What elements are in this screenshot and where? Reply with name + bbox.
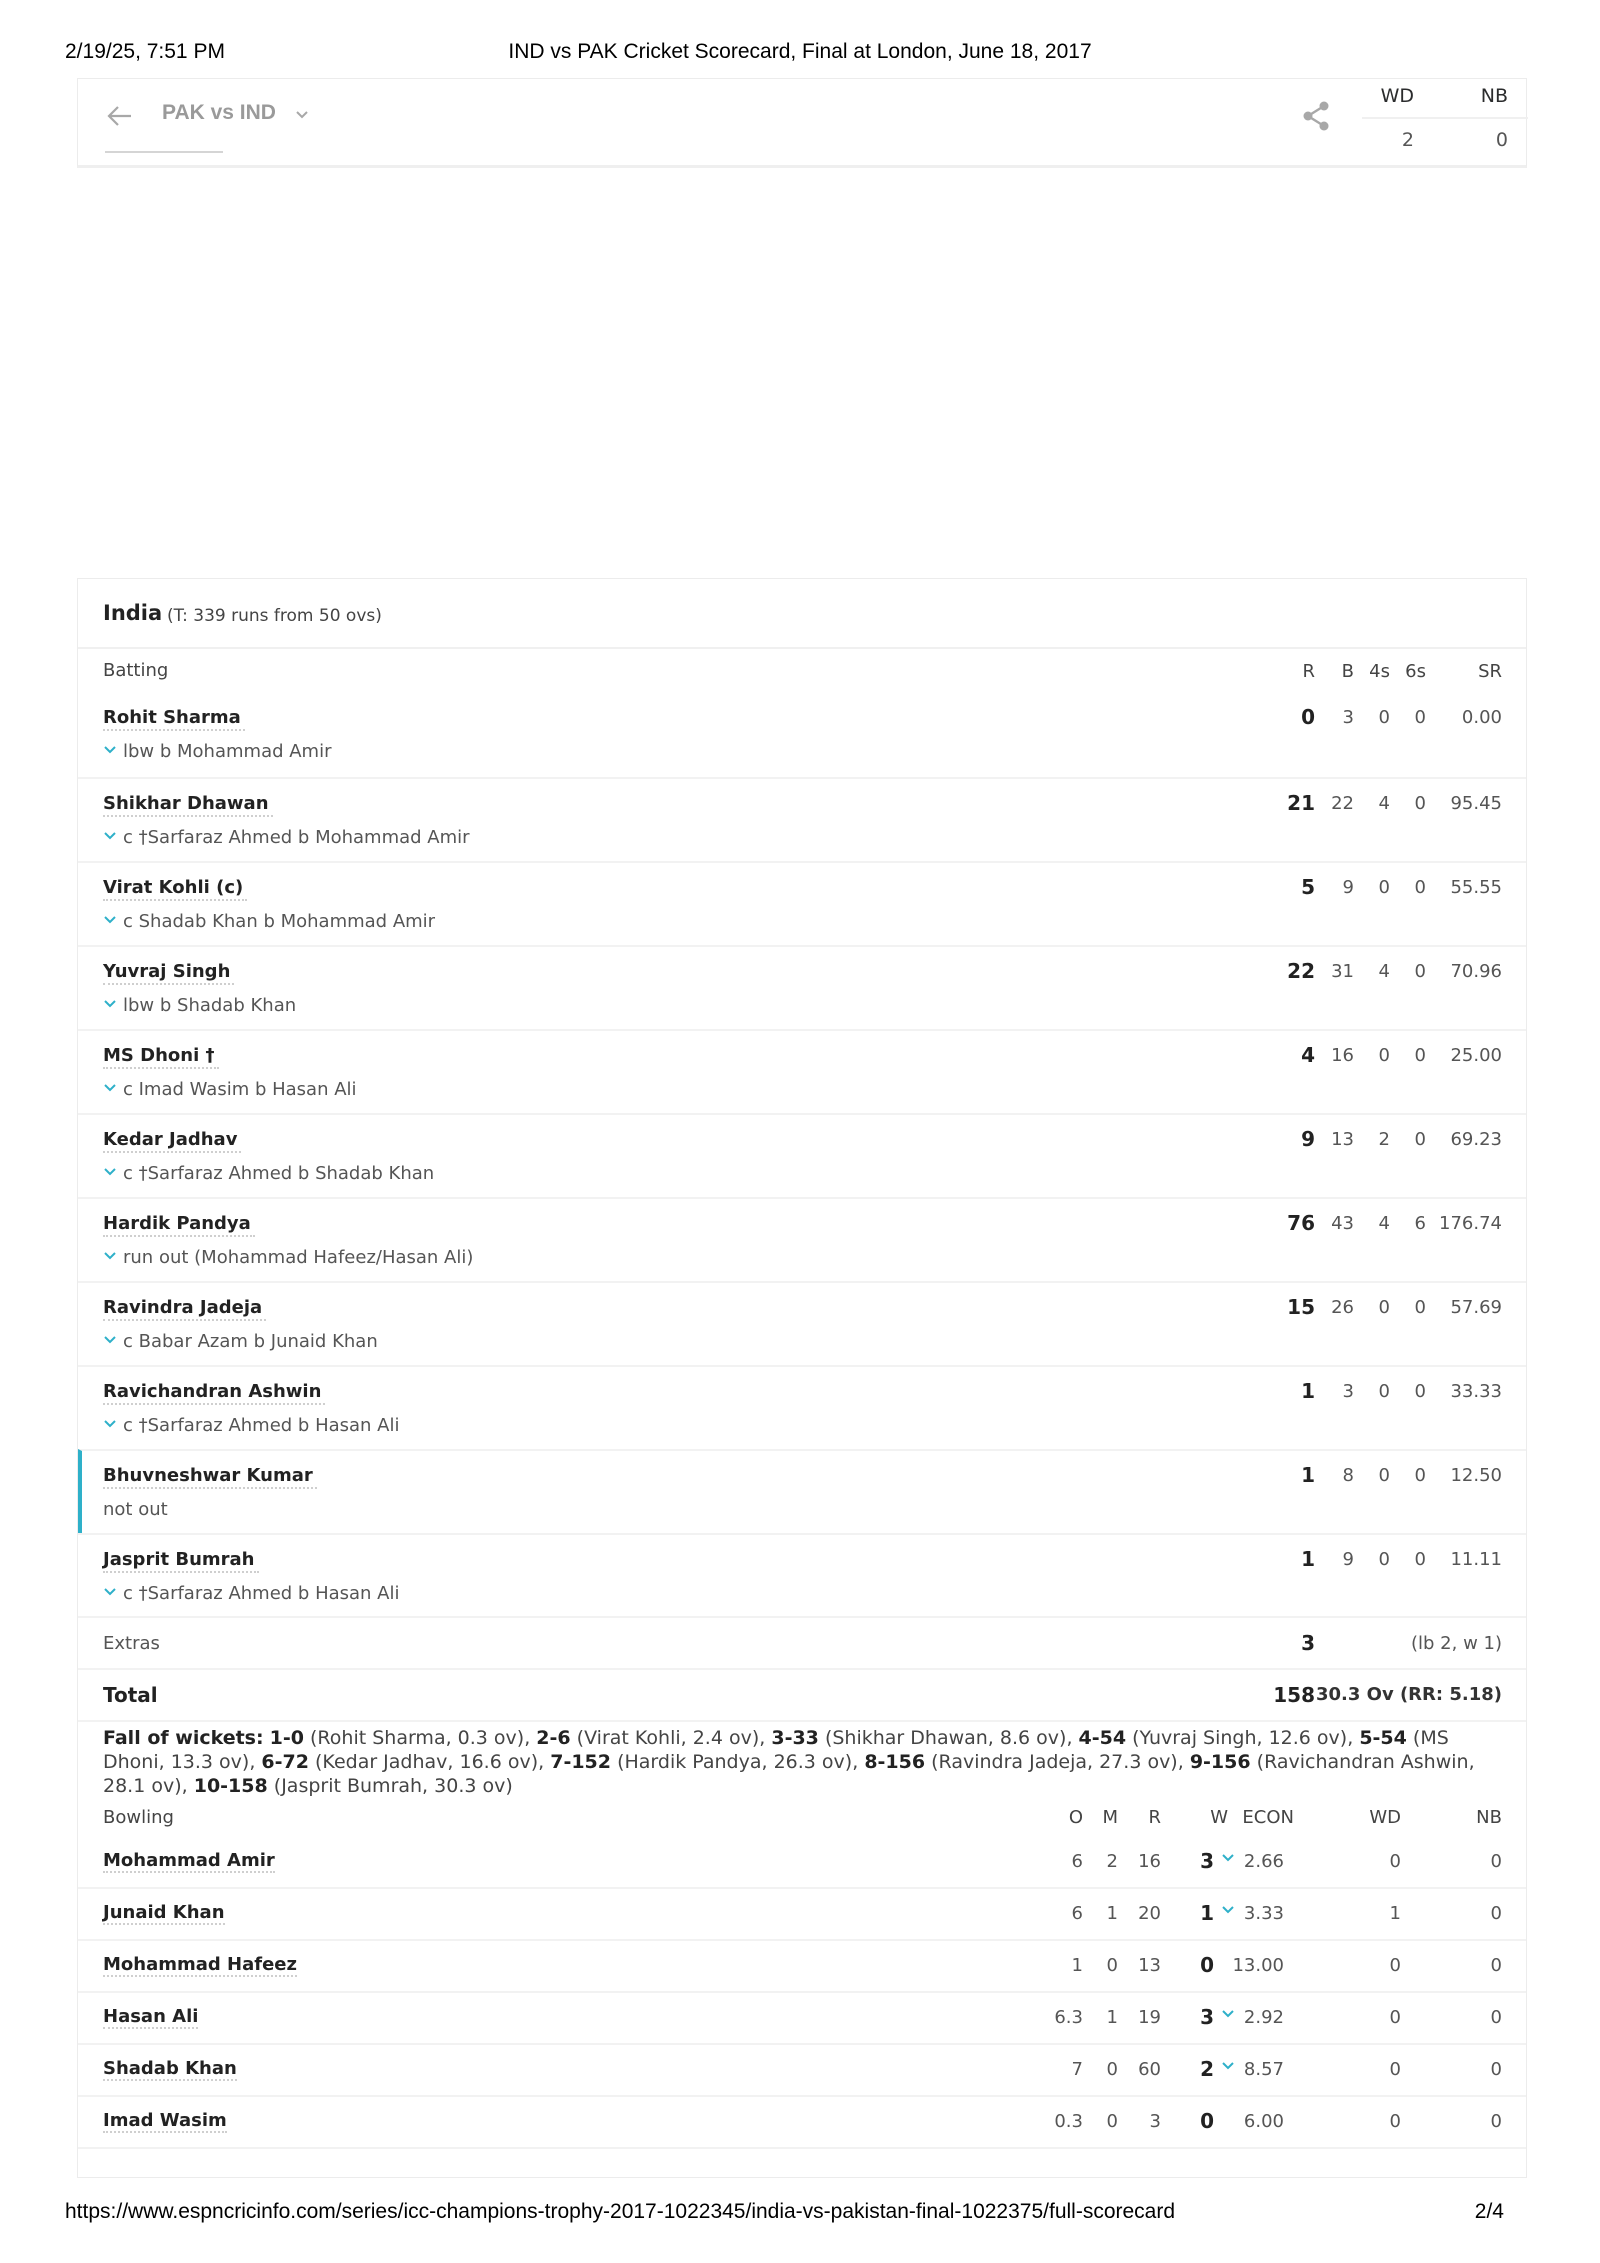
- bowler-row: [78, 1993, 1526, 2045]
- bowler-row: [78, 1941, 1526, 1993]
- batter-strike-rate: 69.23: [1450, 1129, 1502, 1150]
- batter-strike-rate: 25.00: [1450, 1045, 1502, 1066]
- bowler-runs: 16: [1138, 1851, 1161, 1872]
- bowler-wickets: 0: [1200, 1953, 1214, 1977]
- batter-runs: 5: [1301, 875, 1315, 899]
- dismissal-text: c Babar Azam b Junaid Khan: [123, 1331, 378, 1352]
- bowler-overs: 6: [1071, 1903, 1083, 1924]
- batter-balls: 13: [1331, 1129, 1354, 1150]
- batter-row: [78, 945, 1526, 1029]
- batter-strike-rate: 57.69: [1450, 1297, 1502, 1318]
- fow-score: 5-54: [1359, 1727, 1407, 1749]
- bowler-noballs: 0: [1490, 1851, 1502, 1872]
- print-footer: [0, 2200, 1600, 2230]
- chevron-down-icon[interactable]: [103, 831, 117, 841]
- batter-row: [78, 777, 1526, 861]
- chevron-down-icon[interactable]: [103, 1167, 117, 1177]
- batter-name-link[interactable]: Hardik Pandya: [103, 1213, 255, 1237]
- fow-detail: (Hardik Pandya, 26.3 ov): [617, 1751, 853, 1773]
- batter-strike-rate: 11.11: [1450, 1549, 1502, 1570]
- bowler-wickets: 3: [1200, 2005, 1214, 2029]
- batter-name-link[interactable]: Jasprit Bumrah: [103, 1549, 259, 1573]
- bowler-wides: 1: [1389, 1903, 1401, 1924]
- batting-header: [78, 649, 1526, 693]
- fow-detail: (Ravichandran Ashwin, 28.1 ov): [103, 1751, 1475, 1797]
- bowler-row: [78, 1889, 1526, 1941]
- col-economy: ECON: [1242, 1807, 1294, 1828]
- bowler-wides: 0: [1389, 2007, 1401, 2028]
- bowler-name-link[interactable]: Mohammad Hafeez: [103, 1954, 297, 1975]
- fow-score: 4-54: [1078, 1727, 1127, 1749]
- print-datetime: 2/19/25, 7:51 PM: [65, 40, 225, 63]
- batter-runs: 0: [1301, 705, 1315, 729]
- dismissal-toggle[interactable]: [103, 827, 470, 848]
- bowling-header: [78, 1799, 1526, 1839]
- batter-fours: 0: [1378, 1045, 1390, 1066]
- batter-runs: 1: [1301, 1463, 1315, 1487]
- batter-fours: 0: [1378, 1381, 1390, 1402]
- bowler-noballs: 0: [1490, 1955, 1502, 1976]
- batter-fours: 0: [1378, 1465, 1390, 1486]
- bowler-wickets: 0: [1200, 2109, 1214, 2133]
- batter-sixes: 0: [1414, 1381, 1426, 1402]
- col-balls: B: [1341, 661, 1354, 682]
- extras-runs: 3: [1301, 1631, 1315, 1655]
- col-runs-conceded: R: [1148, 1807, 1161, 1828]
- batter-fours: 4: [1378, 1213, 1390, 1234]
- bowler-maidens: 0: [1106, 2059, 1118, 2080]
- batting-label: Batting: [103, 660, 169, 681]
- chevron-down-icon[interactable]: [293, 106, 311, 124]
- bowler-economy: 2.92: [1243, 2007, 1284, 2028]
- batter-sixes: 0: [1414, 1465, 1426, 1486]
- batter-row: [78, 1533, 1526, 1617]
- total-detail: 30.3 Ov (RR: 5.18): [1315, 1684, 1502, 1705]
- value-nb: 0: [1495, 129, 1508, 151]
- batter-sixes: 0: [1414, 961, 1426, 982]
- bowler-maidens: 0: [1106, 2111, 1118, 2132]
- fow-detail: (Rohit Sharma, 0.3 ov): [310, 1727, 525, 1749]
- batter-sixes: 0: [1414, 707, 1426, 728]
- batter-name-link[interactable]: Virat Kohli (c): [103, 877, 247, 901]
- innings-card: [77, 578, 1527, 2178]
- dismissal-text: c Shadab Khan b Mohammad Amir: [123, 911, 436, 932]
- chevron-down-icon[interactable]: [103, 1419, 117, 1429]
- dismissal-text: run out (Mohammad Hafeez/Hasan Ali): [123, 1247, 474, 1268]
- print-title: IND vs PAK Cricket Scorecard, Final at London, June 18, 2017: [508, 40, 1092, 63]
- col-noballs: NB: [1476, 1807, 1502, 1828]
- print-page-number: 2/4: [1474, 2200, 1504, 2223]
- bowling-label: Bowling: [103, 1807, 174, 1828]
- total-runs: 158: [1273, 1683, 1315, 1707]
- bowler-overs: 1: [1071, 1955, 1083, 1976]
- dismissal-toggle[interactable]: [103, 1415, 400, 1436]
- print-url: https://www.espncricinfo.com/series/icc-champions-trophy-2017-1022345/india-vs-pakistan-final-1022375/full-scorecard: [65, 2200, 1176, 2223]
- dismissal-text: c Imad Wasim b Hasan Ali: [123, 1079, 357, 1100]
- fow-score: 2-6: [536, 1727, 571, 1749]
- batter-name-link[interactable]: Rohit Sharma: [103, 707, 245, 731]
- fall-of-wickets: Fall of wickets: 1-0 (Rohit Sharma, 0.3 ov), 2-6 (Virat Kohli, 2.4 ov), 3-33 (Shikhar Dhawan, 8.6 ov), 4-54 (Yuvraj Singh, 12.6 ov), 5-54 (MS Dhoni, 13.3 ov), 6-72 (Kedar Jadhav, 16.6 ov), 7-152 (Hardik Pandya, 26.3 ov), 8-156 (Ravindra Jadeja, 27.3 ov), 9-156 (Ravichandran Ashwin, 28.1 ov), 10-158 (Jasprit Bumrah, 30.3 ov): [103, 1727, 1475, 1797]
- bowler-runs: 13: [1138, 1955, 1161, 1976]
- chevron-down-icon[interactable]: [103, 1587, 117, 1597]
- batter-sixes: 0: [1414, 793, 1426, 814]
- col-strike-rate: SR: [1478, 661, 1502, 682]
- batter-runs: 9: [1301, 1127, 1315, 1151]
- dismissal-text: c †Sarfaraz Ahmed b Hasan Ali: [123, 1583, 400, 1604]
- dismissal-text: lbw b Shadab Khan: [123, 995, 297, 1016]
- batter-name-link[interactable]: Bhuvneshwar Kumar: [103, 1465, 317, 1489]
- bowler-economy: 2.66: [1243, 1851, 1284, 1872]
- bowler-name-link[interactable]: Imad Wasim: [103, 2110, 227, 2131]
- fow-score: 6-72: [261, 1751, 309, 1773]
- batter-sixes: 0: [1414, 1045, 1426, 1066]
- fow-detail: (Yuvraj Singh, 12.6 ov): [1132, 1727, 1348, 1749]
- batter-balls: 22: [1331, 793, 1354, 814]
- match-top-bar: [77, 78, 1527, 168]
- batter-runs: 4: [1301, 1043, 1315, 1067]
- chevron-down-icon[interactable]: [103, 1251, 117, 1261]
- dismissal-text: c †Sarfaraz Ahmed b Shadab Khan: [123, 1163, 435, 1184]
- batter-fours: 4: [1378, 961, 1390, 982]
- match-title[interactable]: PAK vs IND: [162, 101, 276, 124]
- col-fours: 4s: [1369, 661, 1390, 682]
- bowler-runs: 19: [1138, 2007, 1161, 2028]
- total-row: [78, 1668, 1526, 1722]
- batter-row: [78, 1113, 1526, 1197]
- batter-balls: 3: [1342, 1381, 1354, 1402]
- bowler-noballs: 0: [1490, 2007, 1502, 2028]
- batter-strike-rate: 33.33: [1450, 1381, 1502, 1402]
- bowler-wickets: 1: [1200, 1901, 1214, 1925]
- bowler-maidens: 1: [1106, 2007, 1118, 2028]
- bowler-row: [78, 2045, 1526, 2097]
- chevron-down-icon[interactable]: [103, 745, 117, 755]
- chevron-down-icon[interactable]: [103, 915, 117, 925]
- bowler-name-link[interactable]: Hasan Ali: [103, 2006, 199, 2027]
- extras-mini-table: [1362, 79, 1528, 165]
- bowler-overs: 0.3: [1054, 2111, 1083, 2132]
- batter-row: [78, 861, 1526, 945]
- batter-row: [78, 693, 1526, 777]
- batter-balls: 8: [1342, 1465, 1354, 1486]
- share-icon[interactable]: [1300, 99, 1334, 133]
- bowler-wides: 0: [1389, 1955, 1401, 1976]
- batter-row: [78, 1197, 1526, 1281]
- bowler-wides: 0: [1389, 2059, 1401, 2080]
- target-info: (T: 339 runs from 50 ovs): [167, 606, 382, 626]
- dismissal-text: not out: [103, 1499, 168, 1520]
- batter-runs: 21: [1287, 791, 1315, 815]
- mini-table-row: [1362, 121, 1528, 161]
- bowler-noballs: 0: [1490, 1903, 1502, 1924]
- dismissal-text: lbw b Mohammad Amir: [123, 741, 332, 762]
- mini-table-header: [1362, 79, 1528, 119]
- dismissal-text: c †Sarfaraz Ahmed b Mohammad Amir: [123, 827, 470, 848]
- dismissal-toggle[interactable]: [103, 995, 296, 1016]
- batter-name-link[interactable]: MS Dhoni †: [103, 1045, 219, 1069]
- batter-sixes: 0: [1414, 1297, 1426, 1318]
- dismissal-toggle[interactable]: [103, 1163, 434, 1184]
- bowler-overs: 7: [1071, 2059, 1083, 2080]
- team-name: India: [103, 601, 163, 625]
- total-label: Total: [103, 1683, 158, 1707]
- batter-sixes: 0: [1414, 1129, 1426, 1150]
- bowler-overs: 6: [1071, 1851, 1083, 1872]
- print-header: [0, 40, 1600, 70]
- batter-balls: 31: [1331, 961, 1354, 982]
- fow-label: Fall of wickets:: [103, 1727, 264, 1749]
- fow-detail: (Virat Kohli, 2.4 ov): [576, 1727, 760, 1749]
- fow-score: 10-158: [193, 1775, 268, 1797]
- bowler-row: [78, 2097, 1526, 2149]
- fow-score: 9-156: [1189, 1751, 1251, 1773]
- batter-balls: 16: [1331, 1045, 1354, 1066]
- bowler-wickets: 2: [1200, 2057, 1214, 2081]
- batter-runs: 22: [1287, 959, 1315, 983]
- fow-detail: (Shikhar Dhawan, 8.6 ov): [824, 1727, 1067, 1749]
- chevron-down-icon[interactable]: [103, 999, 117, 1009]
- bowler-economy: 3.33: [1243, 1903, 1284, 1924]
- bowler-maidens: 1: [1106, 1903, 1118, 1924]
- value-wd: 2: [1401, 129, 1414, 151]
- chevron-down-icon[interactable]: [103, 1083, 117, 1093]
- dismissal-toggle[interactable]: [103, 1247, 473, 1268]
- bowler-row: [78, 1837, 1526, 1889]
- bowler-runs: 3: [1149, 2111, 1161, 2132]
- batter-sixes: 6: [1414, 1213, 1426, 1234]
- fow-detail: (MS Dhoni, 13.3 ov): [103, 1727, 1449, 1773]
- batter-fours: 4: [1378, 793, 1390, 814]
- batter-row: [78, 1449, 1526, 1533]
- batter-fours: 2: [1378, 1129, 1390, 1150]
- batter-runs: 15: [1287, 1295, 1315, 1319]
- dismissal-toggle[interactable]: [103, 1583, 400, 1604]
- bowler-wides: 0: [1389, 1851, 1401, 1872]
- batter-strike-rate: 0.00: [1461, 707, 1502, 728]
- batter-balls: 9: [1342, 877, 1354, 898]
- tab-underline: [105, 151, 223, 153]
- bowler-name-link[interactable]: Mohammad Amir: [103, 1850, 275, 1871]
- bowler-wickets: 3: [1200, 1849, 1214, 1873]
- batter-fours: 0: [1378, 707, 1390, 728]
- batter-name-link[interactable]: Shikhar Dhawan: [103, 793, 273, 817]
- batter-strike-rate: 55.55: [1450, 877, 1502, 898]
- batter-row: [78, 1029, 1526, 1113]
- batter-name-link[interactable]: Ravindra Jadeja: [103, 1297, 266, 1321]
- fow-detail: (Jasprit Bumrah, 30.3 ov): [273, 1775, 513, 1797]
- arrow-left-icon[interactable]: [105, 101, 135, 131]
- col-maidens: M: [1102, 1807, 1118, 1828]
- col-sixes: 6s: [1405, 661, 1426, 682]
- col-wickets: W: [1210, 1807, 1228, 1828]
- batter-strike-rate: 176.74: [1439, 1213, 1502, 1234]
- batter-name-link[interactable]: Ravichandran Ashwin: [103, 1381, 325, 1405]
- batter-strike-rate: 70.96: [1450, 961, 1502, 982]
- batter-fours: 0: [1378, 877, 1390, 898]
- bowler-wides: 0: [1389, 2111, 1401, 2132]
- batter-row: [78, 1365, 1526, 1449]
- batter-strike-rate: 95.45: [1450, 793, 1502, 814]
- extras-row: [78, 1616, 1526, 1668]
- bowler-economy: 13.00: [1232, 1955, 1284, 1976]
- batter-fours: 0: [1378, 1297, 1390, 1318]
- fow-score: 8-156: [864, 1751, 926, 1773]
- col-overs: O: [1068, 1807, 1083, 1828]
- col-nb: NB: [1480, 85, 1508, 107]
- batter-row: [78, 1281, 1526, 1365]
- batter-strike-rate: 12.50: [1450, 1465, 1502, 1486]
- batter-balls: 43: [1331, 1213, 1354, 1234]
- batter-sixes: 0: [1414, 877, 1426, 898]
- batter-fours: 0: [1378, 1549, 1390, 1570]
- bowler-noballs: 0: [1490, 2059, 1502, 2080]
- chevron-down-icon[interactable]: [103, 1335, 117, 1345]
- batter-runs: 76: [1287, 1211, 1315, 1235]
- bowler-name-link[interactable]: Junaid Khan: [103, 1902, 225, 1923]
- bowler-runs: 60: [1138, 2059, 1161, 2080]
- batter-balls: 26: [1331, 1297, 1354, 1318]
- batter-runs: 1: [1301, 1547, 1315, 1571]
- batter-name-link[interactable]: Kedar Jadhav: [103, 1129, 241, 1153]
- fow-score: 3-33: [771, 1727, 819, 1749]
- col-wd: WD: [1380, 85, 1414, 107]
- innings-header: [78, 579, 1526, 649]
- col-wides: WD: [1369, 1807, 1401, 1828]
- fow-score: 1-0: [269, 1727, 304, 1749]
- fow-score: 7-152: [550, 1751, 612, 1773]
- dismissal-text: c †Sarfaraz Ahmed b Hasan Ali: [123, 1415, 400, 1436]
- bowler-runs: 20: [1138, 1903, 1161, 1924]
- batter-runs: 1: [1301, 1379, 1315, 1403]
- fow-detail: (Ravindra Jadeja, 27.3 ov): [931, 1751, 1178, 1773]
- bowler-economy: 6.00: [1243, 2111, 1284, 2132]
- extras-label: Extras: [103, 1633, 160, 1654]
- batter-sixes: 0: [1414, 1549, 1426, 1570]
- batter-name-link[interactable]: Yuvraj Singh: [103, 961, 234, 985]
- dismissal-toggle[interactable]: [103, 741, 332, 762]
- bowler-overs: 6.3: [1054, 2007, 1083, 2028]
- bowler-maidens: 2: [1106, 1851, 1118, 1872]
- dismissal-toggle[interactable]: [103, 911, 435, 932]
- bowler-noballs: 0: [1490, 2111, 1502, 2132]
- extras-detail: (lb 2, w 1): [1411, 1633, 1502, 1654]
- bowler-name-link[interactable]: Shadab Khan: [103, 2058, 237, 2079]
- fow-detail: (Kedar Jadhav, 16.6 ov): [315, 1751, 539, 1773]
- dismissal-toggle[interactable]: [103, 1079, 357, 1100]
- bowler-economy: 8.57: [1243, 2059, 1284, 2080]
- dismissal-toggle[interactable]: [103, 1331, 378, 1352]
- batter-balls: 3: [1342, 707, 1354, 728]
- batter-balls: 9: [1342, 1549, 1354, 1570]
- col-runs: R: [1302, 661, 1315, 682]
- bowler-maidens: 0: [1106, 1955, 1118, 1976]
